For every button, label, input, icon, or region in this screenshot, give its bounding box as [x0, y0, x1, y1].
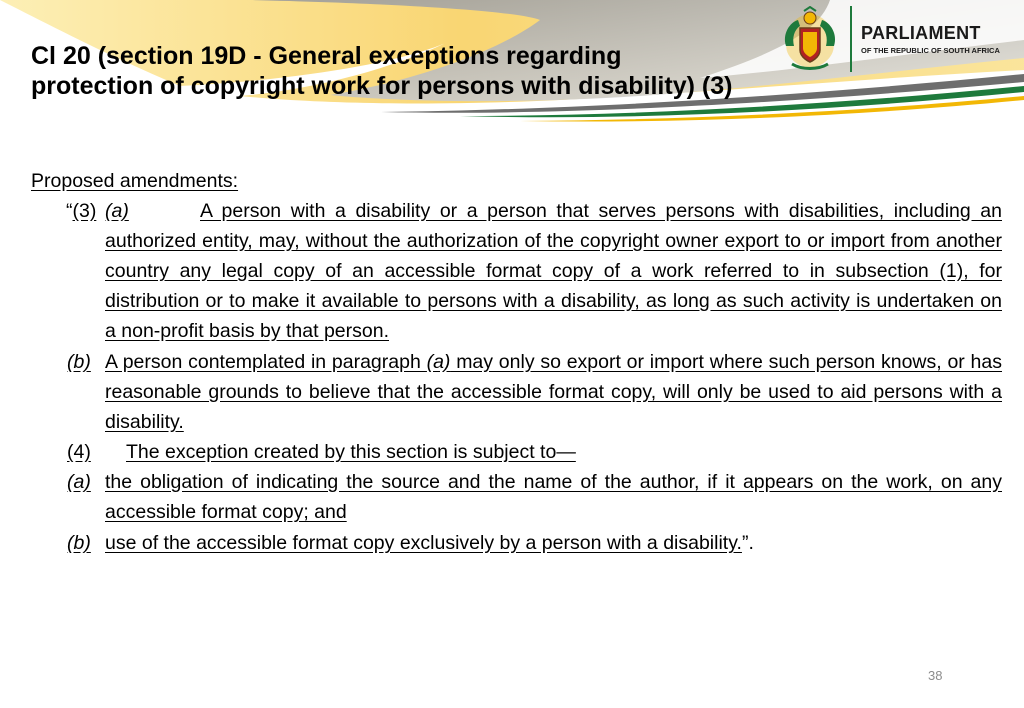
paragraph-4a — [105, 467, 1002, 527]
org-name: PARLIAMENT — [861, 23, 981, 43]
paragraph-4b — [105, 528, 754, 558]
paragraph-3a — [105, 196, 1002, 346]
parliament-logo — [778, 2, 1018, 74]
title-line-1: Cl 20 (section 19D - General exceptions regarding — [31, 42, 622, 70]
subsection-3-label — [66, 196, 96, 226]
paragraph-4b-label: (b) — [67, 532, 91, 554]
subsection-4-text: The exception created by this section is subject to— — [126, 441, 576, 463]
paragraph-3a-text: A person with a disability or a person that serves persons with disabilities, including an authorized entity, may, without the authorization of the copyright owner export to or import from another country any legal copy of an accessible format copy of a work referred to in subsection (1), for distribution or to make it available to persons with a disability, as long as such activity is undertaken on a non-profit basis by that person. — [105, 200, 1002, 342]
paragraph-3b-ref: (a) — [426, 351, 451, 373]
paragraph-4a-text: the obligation of indicating the source and the name of the author, if it appears on the work, on any accessible format copy; and — [105, 471, 1002, 523]
slide-title — [31, 41, 831, 101]
paragraph-3b-label: (b) — [67, 351, 91, 373]
subsection-4-label: (4) — [67, 441, 91, 463]
open-quote: “ — [66, 200, 73, 222]
closing-quote: ”. — [741, 532, 754, 554]
page-number: 38 — [928, 668, 943, 683]
paragraph-4a-label: (a) — [67, 471, 91, 493]
paragraph-3b — [105, 347, 1002, 437]
logo-divider — [850, 6, 852, 72]
paragraph-4b-text: use of the accessible format copy exclusively by a person with a disability. — [105, 532, 742, 554]
paragraph-3a-label: (a) — [105, 200, 129, 222]
org-subtitle: OF THE REPUBLIC OF SOUTH AFRICA — [861, 46, 1000, 55]
section-heading: Proposed amendments: — [31, 170, 239, 192]
paragraph-3b-text-2: may only so export or import where such person knows, or has reasonable grounds to believe that the accessible format copy, will only be used to aid persons with a disability. — [105, 351, 1002, 433]
paragraph-3b-text-1: A person contemplated in paragraph — [105, 351, 427, 373]
subsection-3-number: (3) — [72, 200, 97, 222]
title-line-2: protection of copyright work for persons with disability) (3) — [31, 72, 733, 100]
coat-of-arms-icon — [778, 6, 842, 72]
